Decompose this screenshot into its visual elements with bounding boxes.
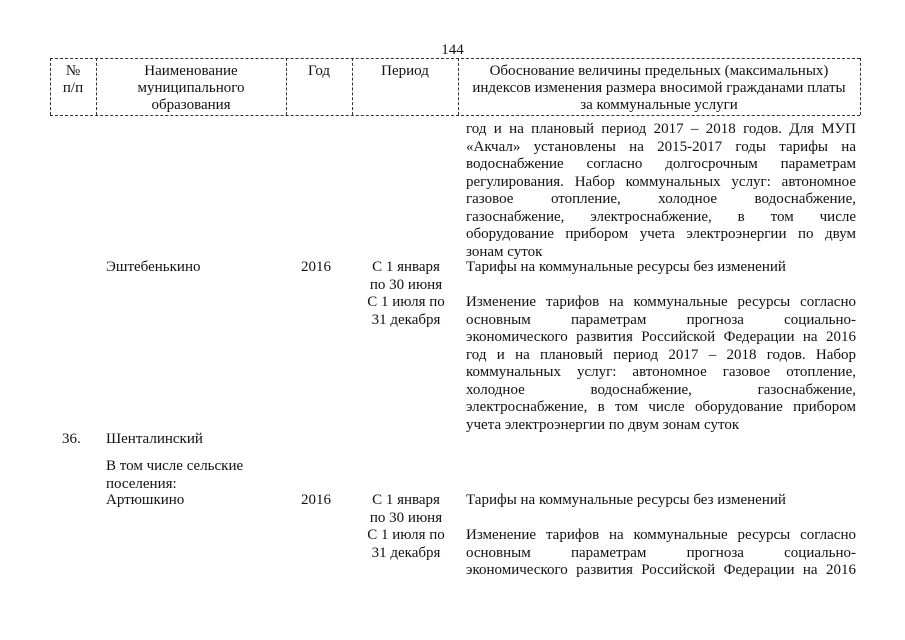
basis-paragraph: Изменение тарифов на коммунальные ресурсы согласно основным параметрам прогноза социально- экономического развития Российской Федерации на 2016 год и на плановый период 2017 – 2018 годов. Набор коммунальных услуг: автономное газовое отопление, холодное водоснабжение, газоснабжение, электроснабжение, в том числе оборудование прибором учета электроэнергии по двум зонам суток <box>466 294 856 433</box>
period-first-half: С 1 января по 30 июня <box>369 492 443 526</box>
continuation-paragraph: год и на плановый период 2017 – 2018 годов. Для МУП «Акчал» установлены на 2015-2017 годы тарифы на водоснабжение согласно долгосрочным параметрам регулирования. Набор коммунальных услуг: автономное газовое отопление, холодное водоснабжение, газоснабжение, электроснабжение, в том числе оборудование прибором учета электроэнергии по двум зонам суток <box>466 121 856 260</box>
period-second-half: С 1 июля по 31 декабря <box>367 527 445 561</box>
basis-paragraph: Изменение тарифов на коммунальные ресурсы согласно основным параметрам прогноза социально- экономического развития Российской Федерации на 2016 <box>466 527 856 578</box>
district-subtitle: В том числе сельские поселения: <box>106 458 244 492</box>
period-first-half: С 1 января по 30 июня <box>369 259 443 293</box>
header-period: Период <box>381 63 429 79</box>
municipality-name: Артюшкино <box>106 492 185 508</box>
district-name: Шенталинский <box>106 431 203 447</box>
header-year: Год <box>307 63 331 79</box>
header-number: № п/п <box>62 63 84 96</box>
basis-no-change: Тарифы на коммунальные ресурсы без изменений <box>466 259 786 275</box>
basis-no-change: Тарифы на коммунальные ресурсы без изменений <box>466 492 786 508</box>
header-top-border <box>50 58 860 59</box>
municipality-name: Эштебенькино <box>106 259 201 275</box>
year-value: 2016 <box>301 492 331 508</box>
header-basis: Обоснование величины предельных (максимальных) индексов изменения размера вносимой гражданами платы за коммунальные услуги <box>472 63 846 113</box>
header-municipality: Наименование муниципального образования <box>137 63 245 113</box>
page-number: 144 <box>441 42 464 58</box>
period-second-half: С 1 июля по 31 декабря <box>367 294 445 328</box>
header-bottom-border <box>50 115 860 116</box>
district-number: 36. <box>62 431 81 447</box>
header-border-right <box>860 58 861 115</box>
year-value: 2016 <box>301 259 331 275</box>
